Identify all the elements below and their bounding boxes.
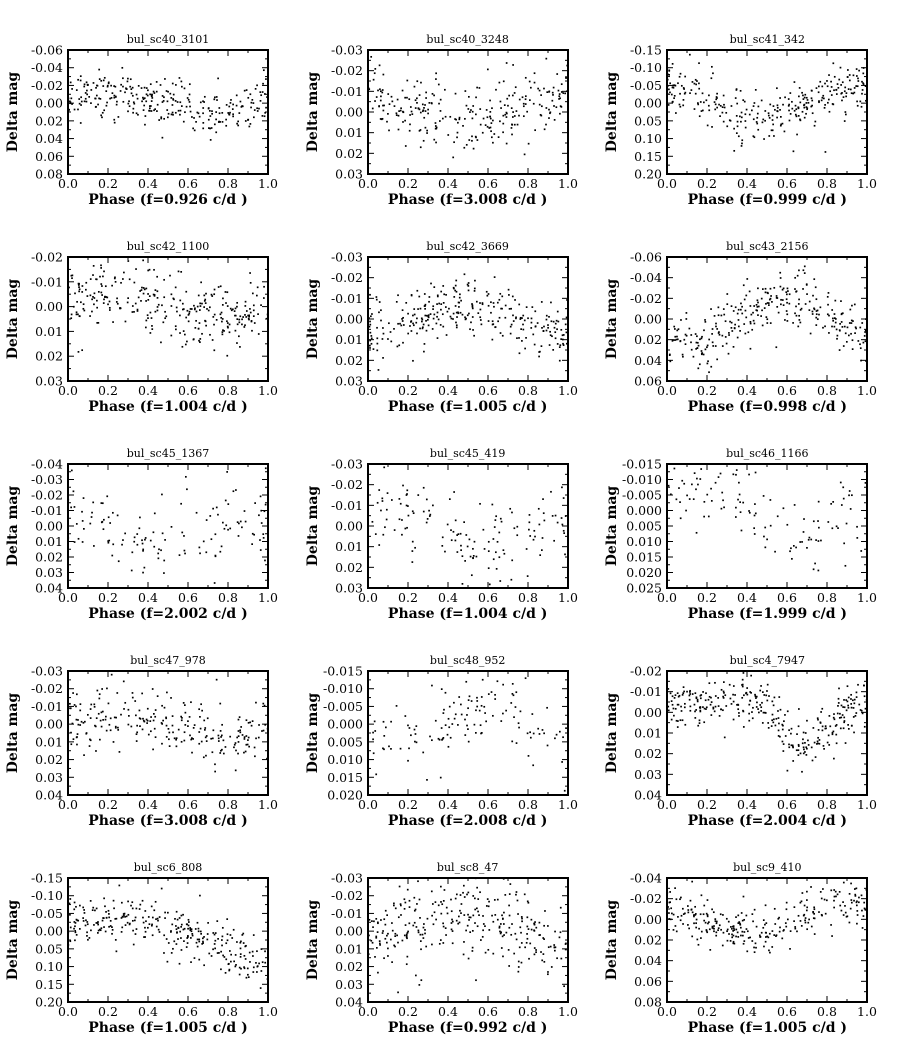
svg-text:0.015: 0.015	[326, 769, 363, 785]
svg-text:-0.02: -0.02	[330, 888, 363, 904]
svg-text:1.0: 1.0	[258, 1004, 278, 1019]
plot-title: bul_sc48_952	[429, 654, 506, 667]
svg-text:0.8: 0.8	[817, 1004, 838, 1019]
svg-text:0.6: 0.6	[477, 176, 498, 191]
svg-text:-0.01: -0.01	[330, 83, 363, 99]
plot-area	[0, 840, 300, 1047]
y-axis-label: Delta mag	[5, 278, 21, 360]
svg-text:0.6: 0.6	[178, 590, 198, 605]
svg-text:1.0: 1.0	[557, 797, 578, 812]
svg-text:0.01: 0.01	[334, 941, 363, 957]
svg-text:-0.005: -0.005	[622, 487, 663, 503]
svg-text:0.2: 0.2	[397, 383, 418, 398]
svg-text:0.00: 0.00	[634, 95, 663, 111]
svg-text:0.02: 0.02	[334, 145, 363, 161]
svg-text:0.8: 0.8	[218, 1004, 238, 1019]
x-axis-label: Phase (f=1.005 c/d )	[687, 1020, 848, 1036]
svg-text:0.01: 0.01	[334, 539, 363, 555]
svg-text:-0.02: -0.02	[330, 477, 363, 493]
svg-text:1.0: 1.0	[557, 176, 578, 191]
plot-title: bul_sc45_1367	[126, 447, 210, 460]
svg-text:0.02: 0.02	[35, 752, 63, 768]
svg-text:0.02: 0.02	[35, 549, 63, 565]
svg-text:0.4: 0.4	[737, 797, 758, 812]
y-axis-label: Delta mag	[604, 278, 621, 360]
plot-title: bul_sc4_7947	[729, 654, 806, 667]
svg-text:0.4: 0.4	[437, 1004, 458, 1019]
svg-text:0.2: 0.2	[98, 383, 118, 398]
svg-text:1.0: 1.0	[557, 590, 578, 605]
svg-text:-0.005: -0.005	[322, 698, 363, 714]
x-axis-label: Phase (f=1.999 c/d )	[687, 606, 848, 622]
y-axis-label: Delta mag	[604, 899, 621, 981]
svg-text:-0.015: -0.015	[322, 663, 363, 679]
y-axis-label: Delta mag	[304, 485, 321, 567]
subplot-bul_sc48_952	[300, 633, 599, 840]
svg-text:0.8: 0.8	[817, 590, 838, 605]
svg-text:0.6: 0.6	[477, 797, 498, 812]
svg-text:0.00: 0.00	[35, 299, 63, 315]
svg-text:0.8: 0.8	[517, 797, 538, 812]
svg-text:0.8: 0.8	[517, 383, 538, 398]
svg-text:0.15: 0.15	[35, 976, 63, 992]
plot-area	[300, 633, 600, 840]
svg-text:0.4: 0.4	[138, 797, 158, 812]
svg-text:0.005: 0.005	[626, 518, 663, 534]
plot-title: bul_sc9_410	[733, 861, 802, 874]
plot-title: bul_sc43_2156	[726, 240, 809, 253]
x-axis-label: Phase (f=0.998 c/d )	[687, 399, 848, 415]
svg-text:0.0: 0.0	[58, 383, 78, 398]
plot-area	[300, 219, 600, 426]
svg-text:0.6: 0.6	[777, 1004, 798, 1019]
svg-text:-0.01: -0.01	[30, 698, 63, 714]
svg-text:0.4: 0.4	[437, 176, 458, 191]
svg-text:1.0: 1.0	[258, 383, 278, 398]
svg-text:0.0: 0.0	[357, 383, 378, 398]
x-axis-label: Phase (f=1.004 c/d )	[88, 399, 248, 415]
y-axis-label: Delta mag	[5, 485, 21, 567]
svg-text:1.0: 1.0	[258, 590, 278, 605]
svg-text:0.0: 0.0	[58, 1004, 78, 1019]
svg-text:0.2: 0.2	[397, 1004, 418, 1019]
svg-text:-0.01: -0.01	[30, 503, 63, 518]
svg-text:-0.03: -0.03	[30, 663, 63, 679]
svg-text:0.01: 0.01	[35, 534, 63, 549]
svg-text:0.4: 0.4	[138, 383, 158, 398]
plot-area	[0, 426, 300, 633]
y-axis-label: Delta mag	[304, 71, 321, 153]
y-axis-label: Delta mag	[5, 899, 21, 981]
x-axis-label: Phase (f=0.926 c/d )	[88, 192, 248, 208]
svg-text:0.4: 0.4	[737, 176, 758, 191]
subplot-bul_sc6_808	[0, 840, 299, 1047]
subplot-bul_sc47_978	[0, 633, 299, 840]
svg-text:-0.04: -0.04	[630, 870, 663, 886]
svg-text:0.04: 0.04	[634, 953, 663, 969]
svg-text:1.0: 1.0	[857, 383, 878, 398]
x-axis-label: Phase (f=0.999 c/d )	[687, 192, 848, 208]
svg-text:0.6: 0.6	[777, 797, 798, 812]
subplot-bul_sc9_410	[599, 840, 898, 1047]
svg-text:1.0: 1.0	[857, 176, 878, 191]
svg-text:0.015: 0.015	[626, 549, 663, 565]
svg-text:0.2: 0.2	[397, 176, 418, 191]
plot-area	[0, 219, 300, 426]
svg-text:0.8: 0.8	[517, 590, 538, 605]
subplot-bul_sc45_1367	[0, 426, 299, 633]
svg-text:1.0: 1.0	[557, 383, 578, 398]
svg-text:0.4: 0.4	[737, 1004, 758, 1019]
svg-text:0.00: 0.00	[35, 518, 63, 534]
svg-text:0.0: 0.0	[58, 176, 78, 191]
svg-text:0.02: 0.02	[634, 746, 663, 762]
svg-text:0.2: 0.2	[397, 590, 418, 605]
svg-text:0.01: 0.01	[334, 125, 363, 141]
y-axis-label: Delta mag	[604, 485, 621, 567]
svg-text:0.0: 0.0	[657, 797, 678, 812]
svg-text:-0.04: -0.04	[630, 270, 663, 286]
svg-text:0.8: 0.8	[817, 797, 838, 812]
svg-text:-0.05: -0.05	[30, 905, 63, 921]
svg-text:-0.01: -0.01	[330, 497, 363, 513]
svg-text:0.8: 0.8	[817, 383, 838, 398]
svg-text:0.8: 0.8	[218, 590, 238, 605]
svg-text:1.0: 1.0	[857, 590, 878, 605]
svg-text:0.01: 0.01	[334, 332, 363, 348]
svg-text:0.0: 0.0	[657, 383, 678, 398]
y-axis-label: Delta mag	[5, 71, 21, 153]
plot-title: bul_sc42_1100	[126, 240, 210, 253]
svg-text:0.00: 0.00	[35, 716, 63, 732]
svg-text:0.0: 0.0	[58, 797, 78, 812]
svg-text:-0.03: -0.03	[330, 249, 363, 265]
svg-text:0.03: 0.03	[334, 166, 363, 182]
svg-text:0.01: 0.01	[35, 323, 63, 339]
svg-text:0.06: 0.06	[634, 973, 663, 989]
svg-text:0.4: 0.4	[138, 590, 158, 605]
svg-text:-0.10: -0.10	[630, 60, 663, 76]
svg-text:0.8: 0.8	[517, 1004, 538, 1019]
plot-area	[300, 426, 600, 633]
plot-area	[599, 12, 899, 219]
svg-text:0.08: 0.08	[634, 994, 663, 1010]
svg-text:0.010: 0.010	[626, 534, 663, 549]
plot-title: bul_sc46_1166	[726, 447, 809, 460]
x-axis-label: Phase (f=1.005 c/d )	[88, 1020, 248, 1036]
svg-text:-0.02: -0.02	[630, 290, 663, 306]
subplot-bul_sc45_419	[300, 426, 599, 633]
svg-text:0.00: 0.00	[35, 923, 63, 939]
plot-title: bul_sc8_47	[436, 861, 499, 874]
svg-text:-0.02: -0.02	[330, 63, 363, 79]
subplot-bul_sc40_3101	[0, 12, 299, 219]
svg-text:0.2: 0.2	[98, 1004, 118, 1019]
svg-text:1.0: 1.0	[258, 176, 278, 191]
x-axis-label: Phase (f=2.002 c/d )	[88, 606, 248, 622]
svg-text:0.6: 0.6	[178, 1004, 198, 1019]
svg-text:0.00: 0.00	[334, 923, 363, 939]
plot-area	[599, 633, 899, 840]
svg-text:-0.010: -0.010	[622, 472, 663, 487]
x-axis-label: Phase (f=1.005 c/d )	[387, 399, 548, 415]
svg-text:-0.04: -0.04	[30, 60, 63, 76]
svg-text:0.00: 0.00	[334, 104, 363, 120]
svg-text:0.4: 0.4	[138, 1004, 158, 1019]
svg-text:0.6: 0.6	[777, 383, 798, 398]
svg-text:0.000: 0.000	[626, 503, 663, 518]
svg-text:0.2: 0.2	[697, 383, 718, 398]
svg-text:0.10: 0.10	[634, 131, 663, 147]
svg-text:0.2: 0.2	[697, 797, 718, 812]
svg-text:0.04: 0.04	[634, 352, 663, 368]
svg-text:-0.01: -0.01	[330, 905, 363, 921]
plot-title: bul_sc40_3101	[126, 33, 210, 46]
svg-text:0.00: 0.00	[634, 704, 663, 720]
svg-text:0.0: 0.0	[58, 590, 78, 605]
svg-text:0.0: 0.0	[657, 176, 678, 191]
plot-area	[300, 840, 600, 1047]
svg-text:0.000: 0.000	[326, 716, 363, 732]
svg-text:0.04: 0.04	[35, 787, 63, 803]
x-axis-label: Phase (f=3.008 c/d )	[88, 813, 248, 829]
subplot-bul_sc8_47	[300, 840, 599, 1047]
svg-text:0.4: 0.4	[737, 590, 758, 605]
plot-area	[0, 12, 300, 219]
x-axis-label: Phase (f=2.008 c/d )	[387, 813, 548, 829]
svg-text:0.04: 0.04	[334, 994, 363, 1010]
svg-text:-0.15: -0.15	[30, 870, 63, 886]
svg-text:0.0: 0.0	[357, 176, 378, 191]
svg-text:0.2: 0.2	[98, 590, 118, 605]
svg-text:-0.03: -0.03	[30, 472, 63, 487]
x-axis-label: Phase (f=3.008 c/d )	[387, 192, 548, 208]
y-axis-label: Delta mag	[304, 278, 321, 360]
svg-text:0.010: 0.010	[326, 752, 363, 768]
plot-title: bul_sc47_978	[130, 654, 206, 667]
svg-text:0.2: 0.2	[397, 797, 418, 812]
svg-text:0.03: 0.03	[634, 766, 663, 782]
svg-text:0.6: 0.6	[178, 383, 198, 398]
subplot-bul_sc42_1100	[0, 219, 299, 426]
svg-text:0.05: 0.05	[634, 113, 663, 129]
svg-text:0.2: 0.2	[697, 1004, 718, 1019]
svg-text:0.4: 0.4	[437, 797, 458, 812]
svg-text:-0.15: -0.15	[630, 42, 663, 58]
svg-text:0.10: 0.10	[35, 959, 63, 975]
svg-text:-0.02: -0.02	[30, 77, 63, 93]
y-axis-label: Delta mag	[604, 692, 621, 774]
svg-text:0.08: 0.08	[35, 166, 63, 182]
svg-text:-0.02: -0.02	[630, 891, 663, 907]
y-axis-label: Delta mag	[604, 71, 621, 153]
svg-text:0.2: 0.2	[697, 590, 718, 605]
svg-text:0.02: 0.02	[334, 959, 363, 975]
svg-text:0.01: 0.01	[634, 725, 663, 741]
svg-text:0.4: 0.4	[437, 590, 458, 605]
svg-text:0.04: 0.04	[35, 131, 63, 147]
plot-area	[300, 12, 600, 219]
svg-text:-0.04: -0.04	[30, 456, 63, 472]
svg-text:-0.01: -0.01	[30, 274, 63, 290]
svg-text:0.20: 0.20	[35, 994, 63, 1010]
svg-text:0.00: 0.00	[35, 95, 63, 111]
svg-text:0.0: 0.0	[357, 797, 378, 812]
svg-text:-0.010: -0.010	[322, 681, 363, 697]
svg-text:1.0: 1.0	[557, 1004, 578, 1019]
svg-text:0.02: 0.02	[35, 348, 63, 364]
svg-text:-0.02: -0.02	[630, 663, 663, 679]
svg-text:0.03: 0.03	[334, 373, 363, 389]
svg-text:-0.01: -0.01	[330, 290, 363, 306]
y-axis-label: Delta mag	[304, 692, 321, 774]
svg-text:0.4: 0.4	[138, 176, 158, 191]
plot-title: bul_sc41_342	[729, 33, 806, 46]
svg-text:0.6: 0.6	[477, 590, 498, 605]
svg-text:0.6: 0.6	[178, 797, 198, 812]
svg-text:0.02: 0.02	[634, 332, 663, 348]
svg-text:-0.06: -0.06	[630, 249, 663, 265]
x-axis-label: Phase (f=0.992 c/d )	[387, 1020, 548, 1036]
svg-text:0.6: 0.6	[477, 1004, 498, 1019]
subplot-bul_sc42_3669	[300, 219, 599, 426]
plot-area	[0, 633, 300, 840]
svg-text:0.0: 0.0	[657, 1004, 678, 1019]
svg-text:0.03: 0.03	[35, 769, 63, 785]
svg-text:0.00: 0.00	[334, 311, 363, 327]
svg-text:0.8: 0.8	[218, 176, 238, 191]
svg-text:0.6: 0.6	[777, 176, 798, 191]
svg-text:-0.03: -0.03	[330, 42, 363, 58]
svg-text:0.6: 0.6	[178, 176, 198, 191]
svg-text:-0.02: -0.02	[30, 249, 63, 265]
plot-area	[599, 426, 899, 633]
subplot-bul_sc46_1166	[599, 426, 898, 633]
svg-text:0.005: 0.005	[326, 734, 363, 750]
svg-text:0.02: 0.02	[634, 932, 663, 948]
svg-text:0.05: 0.05	[35, 941, 63, 957]
svg-text:0.0: 0.0	[357, 1004, 378, 1019]
plot-title: bul_sc40_3248	[426, 33, 509, 46]
svg-text:-0.01: -0.01	[630, 684, 663, 700]
subplot-bul_sc4_7947	[599, 633, 898, 840]
svg-text:-0.06: -0.06	[30, 42, 63, 58]
svg-text:0.03: 0.03	[35, 373, 63, 389]
svg-text:0.20: 0.20	[634, 166, 663, 182]
plot-title: bul_sc6_808	[133, 861, 203, 874]
svg-text:0.0: 0.0	[657, 590, 678, 605]
svg-text:0.02: 0.02	[35, 113, 63, 129]
svg-text:0.6: 0.6	[777, 590, 798, 605]
svg-text:0.2: 0.2	[98, 797, 118, 812]
svg-text:1.0: 1.0	[857, 797, 878, 812]
svg-text:0.2: 0.2	[697, 176, 718, 191]
svg-text:0.4: 0.4	[737, 383, 758, 398]
svg-text:0.8: 0.8	[218, 797, 238, 812]
svg-text:0.01: 0.01	[35, 734, 63, 750]
plot-area	[599, 840, 899, 1047]
svg-text:0.03: 0.03	[35, 565, 63, 580]
svg-text:0.02: 0.02	[334, 352, 363, 368]
svg-text:0.2: 0.2	[98, 176, 118, 191]
svg-text:-0.02: -0.02	[30, 487, 63, 503]
svg-text:-0.02: -0.02	[30, 681, 63, 697]
svg-text:0.020: 0.020	[326, 787, 363, 803]
svg-text:0.06: 0.06	[634, 373, 663, 389]
svg-text:-0.03: -0.03	[330, 456, 363, 472]
svg-text:0.04: 0.04	[35, 580, 63, 596]
x-axis-label: Phase (f=1.004 c/d )	[387, 606, 548, 622]
svg-text:0.0: 0.0	[357, 590, 378, 605]
subplot-bul_sc43_2156	[599, 219, 898, 426]
svg-text:0.025: 0.025	[626, 580, 663, 596]
svg-text:0.4: 0.4	[437, 383, 458, 398]
svg-text:1.0: 1.0	[258, 797, 278, 812]
plot-title: bul_sc45_419	[429, 447, 506, 460]
subplot-bul_sc41_342	[599, 12, 898, 219]
plot-title: bul_sc42_3669	[426, 240, 509, 253]
subplot-bul_sc40_3248	[300, 12, 599, 219]
svg-text:0.00: 0.00	[634, 311, 663, 327]
svg-text:-0.10: -0.10	[30, 888, 63, 904]
y-axis-label: Delta mag	[304, 899, 321, 981]
svg-text:0.06: 0.06	[35, 148, 63, 164]
svg-text:0.8: 0.8	[817, 176, 838, 191]
x-axis-label: Phase (f=2.004 c/d )	[687, 813, 848, 829]
svg-text:1.0: 1.0	[857, 1004, 878, 1019]
svg-text:0.020: 0.020	[626, 565, 663, 580]
svg-text:-0.015: -0.015	[622, 456, 663, 472]
svg-text:0.00: 0.00	[634, 911, 663, 927]
svg-text:-0.03: -0.03	[330, 870, 363, 886]
svg-text:0.04: 0.04	[634, 787, 663, 803]
plot-area	[599, 219, 899, 426]
svg-text:-0.05: -0.05	[630, 77, 663, 93]
svg-text:0.02: 0.02	[334, 559, 363, 575]
svg-text:-0.02: -0.02	[330, 270, 363, 286]
svg-text:0.00: 0.00	[334, 518, 363, 534]
svg-text:0.8: 0.8	[517, 176, 538, 191]
y-axis-label: Delta mag	[5, 692, 21, 774]
svg-text:0.8: 0.8	[218, 383, 238, 398]
svg-text:0.15: 0.15	[634, 148, 663, 164]
svg-text:0.03: 0.03	[334, 580, 363, 596]
svg-text:0.03: 0.03	[334, 976, 363, 992]
svg-text:0.6: 0.6	[477, 383, 498, 398]
